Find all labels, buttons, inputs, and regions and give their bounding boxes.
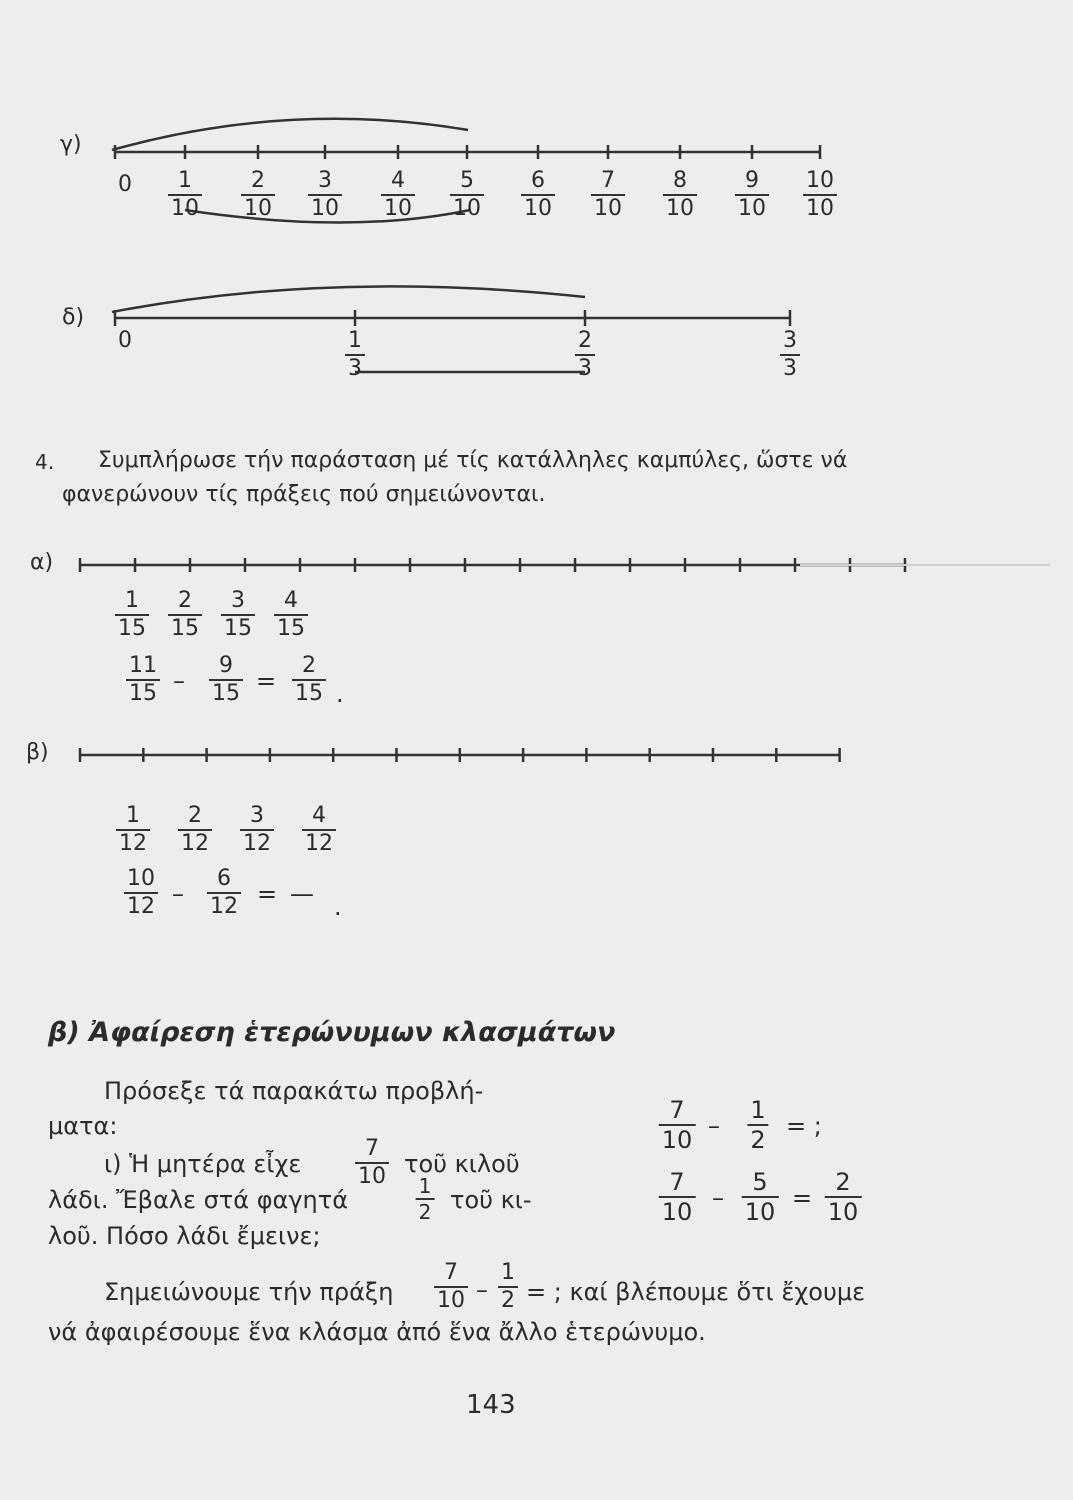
denominator: 12	[181, 831, 209, 856]
part-a-eq-left	[126, 655, 160, 705]
question-line-3: λοῦ. Πόσο λάδι ἔμεινε;	[48, 1222, 321, 1250]
numerator: 2	[251, 168, 265, 193]
intro-line-1: Πρόσεξε τά παρακάτω προβλή-	[104, 1077, 484, 1105]
numerator: 1	[501, 1260, 515, 1285]
numerator: 4	[391, 168, 405, 193]
tick-label-g-3	[308, 170, 342, 220]
intro-line-2: ματα:	[48, 1112, 118, 1140]
denominator: 15	[277, 616, 305, 641]
numerator: 7	[365, 1136, 379, 1161]
tick-label-g-8	[663, 170, 697, 220]
numerator: 2	[578, 328, 592, 353]
note-line-2: νά ἀφαιρέσουμε ἕνα κλάσμα ἀπό ἕνα ἄλλο ἑτερώνυμο.	[48, 1318, 706, 1346]
denominator: 10	[358, 1164, 386, 1189]
denominator: 12	[210, 894, 238, 919]
denominator: 12	[119, 831, 147, 856]
denominator: 10	[311, 196, 339, 221]
part-a-eq-result	[292, 655, 326, 705]
section-d-label: δ)	[62, 305, 85, 330]
denominator: 15	[295, 681, 323, 706]
numerator: 2	[835, 1168, 851, 1196]
exercise-number: 4.	[35, 450, 55, 474]
eq1-equals: = ;	[786, 1112, 822, 1140]
denominator: 10	[453, 196, 481, 221]
denominator: 3	[783, 356, 797, 381]
part-b-fraction-4	[302, 805, 336, 855]
numerator: 3	[318, 168, 332, 193]
part-a-fraction-3	[221, 590, 255, 640]
numerator: 8	[673, 168, 687, 193]
exercise-text-line-2: φανερώνουν τίς πράξεις πού σημειώνονται.	[62, 482, 546, 507]
denominator: 3	[578, 356, 592, 381]
numerator: 7	[669, 1168, 685, 1196]
tick-label-g-7	[591, 170, 625, 220]
question-line-2-end: τοῦ κι-	[450, 1186, 532, 1214]
numerator: 10	[127, 866, 155, 891]
eq2-fraction-b	[742, 1170, 779, 1224]
denominator: 10	[524, 196, 552, 221]
exercise-text-line-1: Συμπλήρωσε τήν παράσταση μέ τίς κατάλληλες καμπύλες, ὥστε νά	[98, 448, 848, 473]
denominator: 10	[738, 196, 766, 221]
part-a-fraction-2	[168, 590, 202, 640]
numerator: 3	[231, 588, 245, 613]
part-a-fraction-1	[115, 590, 149, 640]
numerator: 1	[178, 168, 192, 193]
note-start: Σημειώνουμε τήν πράξη	[104, 1278, 394, 1306]
numerator: 4	[284, 588, 298, 613]
note-minus: –	[476, 1276, 488, 1304]
part-b-minus: –	[172, 880, 184, 908]
denominator: 10	[244, 196, 272, 221]
numerator: 5	[752, 1168, 768, 1196]
note-fraction-1-2	[498, 1262, 518, 1312]
part-b-fraction-3	[240, 805, 274, 855]
denominator: 12	[127, 894, 155, 919]
numerator: 7	[601, 168, 615, 193]
eq2-fraction-a	[659, 1170, 696, 1224]
denominator: 10	[661, 1126, 693, 1154]
numerator: 10	[806, 168, 834, 193]
part-b-fraction-1	[116, 805, 150, 855]
tick-label-d-0: 0	[118, 328, 132, 353]
numerator: 1	[750, 1096, 766, 1124]
denominator: 15	[224, 616, 252, 641]
question-fraction-1-2	[416, 1176, 435, 1222]
question-line-1-start: ι) Ἡ μητέρα εἶχε	[104, 1150, 302, 1178]
part-a-minus: –	[173, 667, 185, 695]
denominator: 15	[212, 681, 240, 706]
denominator: 10	[827, 1198, 859, 1226]
denominator: 10	[661, 1198, 693, 1226]
part-a-eq-mid	[209, 655, 243, 705]
tick-label-g-2	[241, 170, 275, 220]
question-line-1-end: τοῦ κιλοῦ	[404, 1150, 520, 1178]
tick-label-d-2	[575, 330, 595, 380]
part-b-eq-left	[124, 868, 158, 918]
tick-label-d-3	[780, 330, 800, 380]
denominator: 2	[750, 1126, 766, 1154]
part-a-fraction-4	[274, 590, 308, 640]
denominator: 3	[348, 356, 362, 381]
denominator: 10	[437, 1288, 465, 1313]
denominator: 10	[594, 196, 622, 221]
numerator: 3	[250, 803, 264, 828]
numerator: 4	[312, 803, 326, 828]
denominator: 10	[666, 196, 694, 221]
section-g-label: γ)	[60, 132, 82, 157]
denominator: 15	[118, 616, 146, 641]
page-number: 143	[466, 1390, 516, 1420]
numerator: 6	[531, 168, 545, 193]
denominator: 12	[243, 831, 271, 856]
question-line-2-start: λάδι. Ἔβαλε στά φαγητά	[48, 1186, 349, 1214]
denominator: 15	[171, 616, 199, 641]
numerator: 1	[126, 803, 140, 828]
eq2-minus: –	[712, 1184, 724, 1212]
numerator: 1	[418, 1174, 432, 1198]
part-b-label: β)	[26, 740, 49, 765]
numerator: 1	[125, 588, 139, 613]
numerator: 2	[188, 803, 202, 828]
numerator: 1	[348, 328, 362, 353]
numerator: 7	[444, 1260, 458, 1285]
denominator: 10	[744, 1198, 776, 1226]
part-b-period: .	[334, 893, 342, 921]
numerator: 7	[669, 1096, 685, 1124]
part-b-fraction-2	[178, 805, 212, 855]
eq1-fraction-b	[747, 1098, 768, 1152]
numerator: 9	[219, 653, 233, 678]
tick-label-g-4	[381, 170, 415, 220]
question-fraction-7-10	[355, 1138, 389, 1188]
part-b-blank: —	[290, 880, 314, 908]
denominator: 10	[806, 196, 834, 221]
eq1-fraction-a	[659, 1098, 696, 1152]
denominator: 10	[384, 196, 412, 221]
note-fraction-7-10	[434, 1262, 468, 1312]
eq2-fraction-c	[825, 1170, 862, 1224]
tick-label-d-1	[345, 330, 365, 380]
numerator: 9	[745, 168, 759, 193]
numerator: 6	[217, 866, 231, 891]
denominator: 12	[305, 831, 333, 856]
denominator: 10	[171, 196, 199, 221]
numerator: 2	[302, 653, 316, 678]
denominator: 2	[501, 1288, 515, 1313]
section-title: β) Ἀφαίρεση ἑτερώνυμων κλασμάτων	[48, 1017, 616, 1048]
part-a-label: α)	[30, 550, 54, 575]
curve-d-top	[112, 286, 585, 312]
numerator: 5	[460, 168, 474, 193]
part-a-period: .	[336, 680, 344, 708]
numerator: 2	[178, 588, 192, 613]
tick-label-g-0: 0	[118, 172, 132, 197]
eq1-minus: –	[708, 1112, 720, 1140]
eq2-equals: =	[792, 1184, 813, 1212]
tick-label-g-9	[735, 170, 769, 220]
tick-label-g-1	[168, 170, 202, 220]
tick-label-g-10	[803, 170, 837, 220]
numerator: 11	[129, 653, 157, 678]
denominator: 15	[129, 681, 157, 706]
denominator: 2	[418, 1200, 432, 1224]
curve-g-top	[112, 119, 468, 150]
note-end: = ; καί βλέπουμε ὅτι ἔχουμε	[526, 1278, 866, 1306]
tick-label-g-5	[450, 170, 484, 220]
numerator: 3	[783, 328, 797, 353]
tick-label-g-6	[521, 170, 555, 220]
part-a-equals: =	[256, 667, 277, 695]
part-b-equals: =	[257, 880, 278, 908]
part-b-eq-mid	[207, 868, 241, 918]
